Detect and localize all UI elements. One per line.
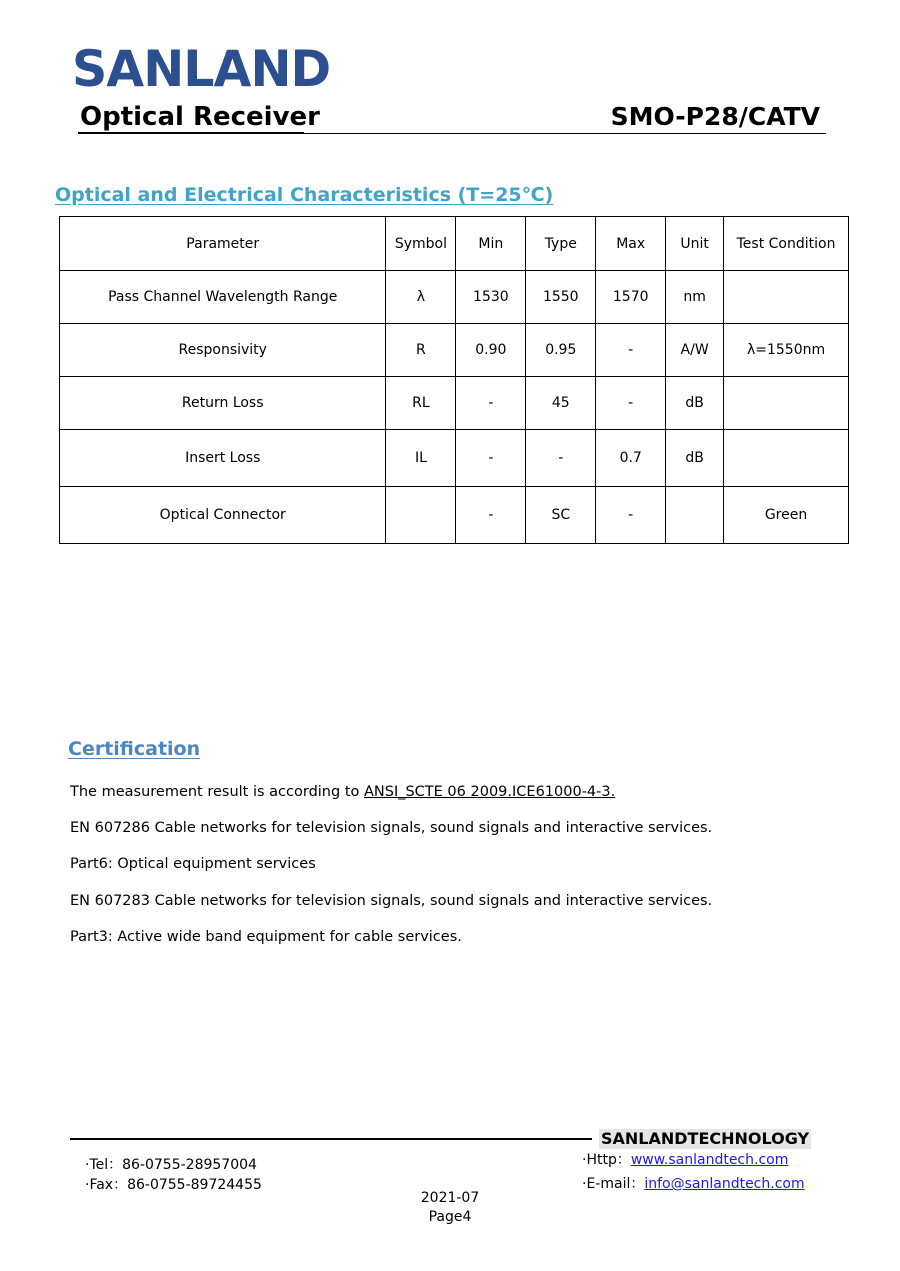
column-header: Max <box>596 217 666 271</box>
table-cell: 1570 <box>596 271 666 324</box>
column-header: Min <box>456 217 526 271</box>
model-number: SMO-P28/CATV <box>610 102 820 131</box>
table-cell <box>666 487 724 544</box>
certification-heading: Certification <box>68 738 201 760</box>
table-cell <box>724 377 849 430</box>
table-cell: Pass Channel Wavelength Range <box>60 271 386 324</box>
table-cell: Optical Connector <box>60 487 386 544</box>
table-cell <box>386 487 456 544</box>
table-cell: λ=1550nm <box>724 324 849 377</box>
standard-line: EN 607283 Cable networks for television signals, sound signals and interactive services. <box>70 893 713 909</box>
table-cell: - <box>456 377 526 430</box>
oe-characteristics-heading: Optical and Electrical Characteristics (T=25℃) <box>55 184 554 206</box>
column-header: Symbol <box>386 217 456 271</box>
footer-tel: ·Tel：86-0755-28957004 <box>85 1157 257 1173</box>
table-cell: Responsivity <box>60 324 386 377</box>
column-header: Type <box>526 217 596 271</box>
table-cell: - <box>526 430 596 487</box>
table-cell: - <box>596 324 666 377</box>
certification-statement-text: The measurement result is according to <box>70 784 364 800</box>
table-cell: RL <box>386 377 456 430</box>
certification-statement <box>70 785 615 800</box>
header-divider <box>78 133 826 134</box>
table-cell: λ <box>386 271 456 324</box>
table-cell: 1550 <box>526 271 596 324</box>
table-header-row <box>60 217 849 271</box>
table-cell: 0.90 <box>456 324 526 377</box>
standard-reference: ANSI_SCTE 06 2009.ICE61000-4-3. <box>363 784 616 800</box>
footer-email <box>582 1177 805 1191</box>
document-date: 2021-07 <box>420 1190 480 1206</box>
table-cell: A/W <box>666 324 724 377</box>
table-cell: - <box>456 487 526 544</box>
table-cell: - <box>596 377 666 430</box>
column-header: Parameter <box>60 217 386 271</box>
table-cell: R <box>386 324 456 377</box>
table-cell: dB <box>666 430 724 487</box>
table-cell: 45 <box>526 377 596 430</box>
table-row <box>60 271 849 324</box>
characteristics-table <box>59 216 849 544</box>
footer-divider <box>70 1138 592 1140</box>
footer-website <box>582 1153 788 1167</box>
company-logo: SANLAND <box>72 40 331 98</box>
table-row <box>60 324 849 377</box>
table-cell: SC <box>526 487 596 544</box>
table-cell <box>724 271 849 324</box>
table-row <box>60 487 849 544</box>
website-link[interactable]: www.sanlandtech.com <box>630 1152 789 1168</box>
footer-fax: ·Fax：86-0755-89724455 <box>85 1177 262 1193</box>
standard-line: Part6: Optical equipment services <box>70 856 316 872</box>
page-number: Page4 <box>428 1209 472 1225</box>
table-cell: Return Loss <box>60 377 386 430</box>
footer-company-name: SANLANDTECHNOLOGY <box>601 1129 810 1148</box>
table-cell: dB <box>666 377 724 430</box>
standard-line: EN 607286 Cable networks for television signals, sound signals and interactive services. <box>70 820 713 836</box>
table-cell: - <box>596 487 666 544</box>
document-title: Optical Receiver <box>80 102 320 132</box>
table-row <box>60 430 849 487</box>
table-row <box>60 377 849 430</box>
table-cell: - <box>456 430 526 487</box>
table-cell: nm <box>666 271 724 324</box>
table-cell <box>724 430 849 487</box>
table-cell: 0.7 <box>596 430 666 487</box>
table-cell: 0.95 <box>526 324 596 377</box>
standard-line: Part3: Active wide band equipment for cable services. <box>70 929 462 945</box>
column-header: Test Condition <box>724 217 849 271</box>
website-label: ·Http： <box>582 1152 631 1168</box>
email-label: ·E-mail： <box>582 1176 645 1192</box>
table-cell: Insert Loss <box>60 430 386 487</box>
table-cell: IL <box>386 430 456 487</box>
column-header: Unit <box>666 217 724 271</box>
table-cell: 1530 <box>456 271 526 324</box>
email-link[interactable]: info@sanlandtech.com <box>644 1176 805 1192</box>
table-cell: Green <box>724 487 849 544</box>
